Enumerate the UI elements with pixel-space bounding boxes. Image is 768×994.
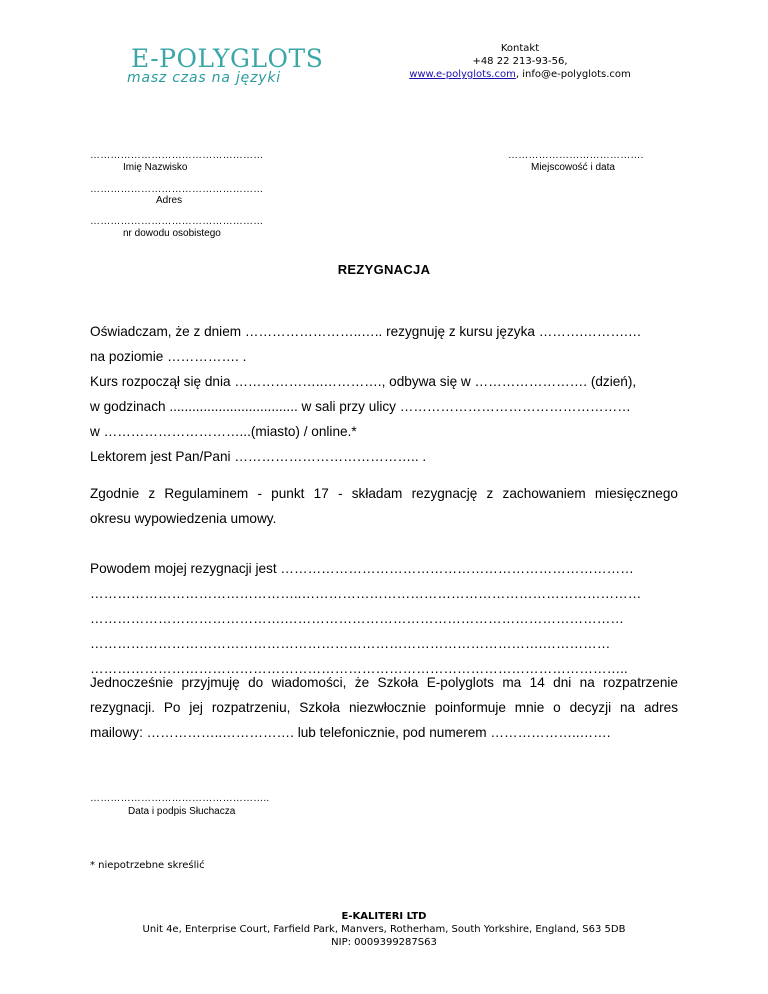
text-line: Powodem mojej rezygnacji jest …………………………………………………………………… <box>90 561 634 576</box>
text-line: na poziomie ……………. . <box>90 349 247 364</box>
name-label: Imię Nazwisko <box>123 162 188 173</box>
text-line: w …………………………...(miasto) / online.* <box>90 424 357 439</box>
footnote: * niepotrzebne skreślić <box>90 860 205 871</box>
text-line: Zgodnie z Regulaminem - punkt 17 - składam rezygnację z zachowaniem miesięcznego <box>90 486 678 501</box>
place-date-dots: …………………………………. <box>508 150 644 161</box>
footer-company: E-KALITERI LTD <box>341 911 427 922</box>
id-dots: …………………………………………… <box>90 216 264 227</box>
address-dots: …………………………………………… <box>90 184 264 195</box>
contact-block <box>340 42 700 81</box>
logo-wordmark: E-POLYGLOTS <box>131 44 324 73</box>
text-line: ……………………………………………………………………………………….…………… <box>90 636 611 651</box>
paragraph-course-details <box>90 319 678 469</box>
paragraph-acknowledgement <box>90 670 678 745</box>
text-line: Oświadczam, że z dniem ……………………..….. rezygnuję z kursu języka ……….……….… <box>90 324 642 339</box>
logo-tagline: masz czas na języki <box>127 70 281 86</box>
text-line: …………………………………….………………………………………………………………… <box>90 611 624 626</box>
contact-line <box>340 68 700 81</box>
document-title: REZYGNACJA <box>337 262 431 277</box>
signature-label: Data i podpis Słuchacza <box>128 806 236 817</box>
text-line: Lektorem jest Pan/Pani ………………………………….. . <box>90 449 427 464</box>
place-date-label: Miejscowość i data <box>531 162 615 173</box>
text-line: mailowy: ……………..……………. lub telefonicznie, pod numerem ………………..……. <box>90 725 611 740</box>
text-line: Kurs rozpoczął się dnia ………………..…………., odbywa się w ……………………. (dzień), <box>90 374 637 389</box>
text-line: w godzinach .................................. w sali przy ulicy …………………………………………… <box>90 399 631 414</box>
footer-address: Unit 4e, Enterprise Court, Farfield Park, Manvers, Rotherham, South Yorkshire, England, S63 5DB <box>142 924 626 935</box>
footer-nip: NIP: 0009399287S63 <box>331 937 437 948</box>
text-line: Jednocześnie przyjmuję do wiadomości, że Szkoła E-polyglots ma 14 dni na rozpatrzenie <box>90 675 678 690</box>
website-link[interactable]: www.e-polyglots.com <box>409 69 516 80</box>
signature-dots: …………………………………………….. <box>90 793 270 804</box>
text-line: okresu wypowiedzenia umowy. <box>90 511 277 526</box>
footer <box>0 910 768 949</box>
text-line: rezygnacji. Po jej rozpatrzeniu, Szkoła niezwłocznie poinformuje mnie o decyzji na adres <box>90 700 678 715</box>
text-line: ………………………………………..………………………………………………………………… <box>90 586 642 601</box>
name-dots: …………………………………………… <box>90 150 264 161</box>
contact-phone: +48 22 213-93-56, <box>472 56 568 67</box>
text-line: ……………………………………………………………………………………………………….. <box>90 661 628 676</box>
paragraph-reason <box>90 556 678 681</box>
address-label: Adres <box>156 195 183 206</box>
paragraph-regulation <box>90 481 678 531</box>
contact-heading: Kontakt <box>500 43 540 54</box>
contact-email: , info@e-polyglots.com <box>515 69 631 80</box>
id-label: nr dowodu osobistego <box>123 228 221 239</box>
